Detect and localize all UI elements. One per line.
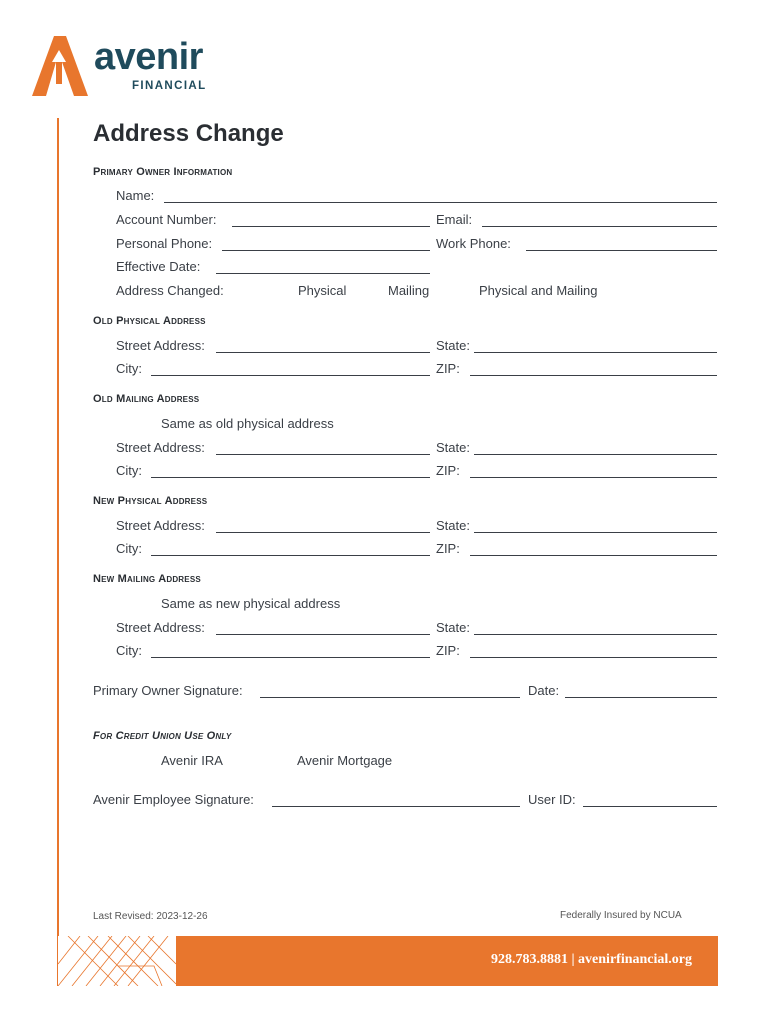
name-field[interactable]: [164, 202, 717, 203]
new-physical-state-label: State:: [436, 518, 470, 533]
email-label: Email:: [436, 212, 473, 227]
section-primary-owner: Primary Owner Information: [93, 166, 233, 178]
section-credit-union-use: For Credit Union Use Only: [93, 730, 232, 742]
signature-date-label: Date:: [528, 683, 560, 698]
footer-pattern-icon: [58, 936, 176, 986]
old-physical-zip-label: ZIP:: [436, 361, 460, 376]
signature-date-field[interactable]: [565, 697, 717, 698]
option-physical-and-mailing[interactable]: Physical and Mailing: [479, 283, 598, 298]
user-id-label: User ID:: [528, 792, 576, 807]
last-revised: Last Revised: 2023-12-26: [93, 911, 208, 922]
work-phone-field[interactable]: [526, 250, 717, 251]
employee-signature-label: Avenir Employee Signature:: [93, 792, 254, 807]
new-mailing-street-label: Street Address:: [116, 620, 205, 635]
name-label: Name:: [116, 188, 155, 203]
old-physical-street-field[interactable]: [216, 352, 430, 353]
old-mailing-city-label: City:: [116, 463, 142, 478]
new-mailing-zip-label: ZIP:: [436, 643, 460, 658]
old-mailing-state-label: State:: [436, 440, 470, 455]
new-mailing-city-label: City:: [116, 643, 142, 658]
same-as-old-physical-option[interactable]: Same as old physical address: [161, 416, 334, 431]
user-id-field[interactable]: [583, 806, 717, 807]
avenir-logo-icon: [32, 36, 88, 96]
new-physical-state-field[interactable]: [474, 532, 717, 533]
old-mailing-zip-field[interactable]: [470, 477, 717, 478]
option-avenir-ira[interactable]: Avenir IRA: [161, 753, 223, 768]
effective-date-label: Effective Date:: [116, 259, 201, 274]
brand-tagline: FINANCIAL: [132, 80, 207, 92]
new-mailing-zip-field[interactable]: [470, 657, 717, 658]
old-mailing-city-field[interactable]: [151, 477, 430, 478]
old-mailing-street-field[interactable]: [216, 454, 430, 455]
new-mailing-street-field[interactable]: [216, 634, 430, 635]
same-as-new-physical-option[interactable]: Same as new physical address: [161, 596, 341, 611]
owner-signature-field[interactable]: [260, 697, 520, 698]
old-physical-state-field[interactable]: [474, 352, 717, 353]
old-mailing-zip-label: ZIP:: [436, 463, 460, 478]
personal-phone-label: Personal Phone:: [116, 236, 213, 251]
old-physical-zip-field[interactable]: [470, 375, 717, 376]
section-old-physical: Old Physical Address: [93, 315, 206, 327]
address-changed-label: Address Changed:: [116, 283, 224, 298]
page-title: Address Change: [93, 120, 284, 147]
new-physical-city-field[interactable]: [151, 555, 430, 556]
footer-band: [58, 936, 718, 986]
old-physical-state-label: State:: [436, 338, 470, 353]
section-new-physical: New Physical Address: [93, 495, 208, 507]
old-mailing-state-field[interactable]: [474, 454, 717, 455]
option-physical[interactable]: Physical: [298, 283, 347, 298]
old-physical-street-label: Street Address:: [116, 338, 205, 353]
option-mailing[interactable]: Mailing: [388, 283, 430, 298]
ncua-notice: Federally Insured by NCUA: [560, 910, 682, 921]
new-physical-zip-label: ZIP:: [436, 541, 460, 556]
new-physical-zip-field[interactable]: [470, 555, 717, 556]
old-physical-city-field[interactable]: [151, 375, 430, 376]
employee-signature-field[interactable]: [272, 806, 520, 807]
email-field[interactable]: [482, 226, 717, 227]
account-number-field[interactable]: [232, 226, 430, 227]
new-mailing-state-field[interactable]: [474, 634, 717, 635]
footer-contact[interactable]: 928.783.8881 | avenirfinancial.org: [490, 952, 692, 967]
section-old-mailing: Old Mailing Address: [93, 393, 200, 405]
new-mailing-state-label: State:: [436, 620, 470, 635]
new-physical-street-field[interactable]: [216, 532, 430, 533]
new-physical-street-label: Street Address:: [116, 518, 205, 533]
option-avenir-mortgage[interactable]: Avenir Mortgage: [297, 753, 393, 768]
new-physical-city-label: City:: [116, 541, 142, 556]
old-physical-city-label: City:: [116, 361, 142, 376]
footer-contact-bar: [176, 936, 718, 986]
accent-rule: [57, 118, 59, 986]
brand-name: avenir: [94, 36, 203, 78]
new-mailing-city-field[interactable]: [151, 657, 430, 658]
effective-date-field[interactable]: [216, 273, 430, 274]
personal-phone-field[interactable]: [222, 250, 430, 251]
account-number-label: Account Number:: [116, 212, 217, 227]
old-mailing-street-label: Street Address:: [116, 440, 205, 455]
work-phone-label: Work Phone:: [436, 236, 511, 251]
owner-signature-label: Primary Owner Signature:: [93, 683, 243, 698]
section-new-mailing: New Mailing Address: [93, 573, 201, 585]
